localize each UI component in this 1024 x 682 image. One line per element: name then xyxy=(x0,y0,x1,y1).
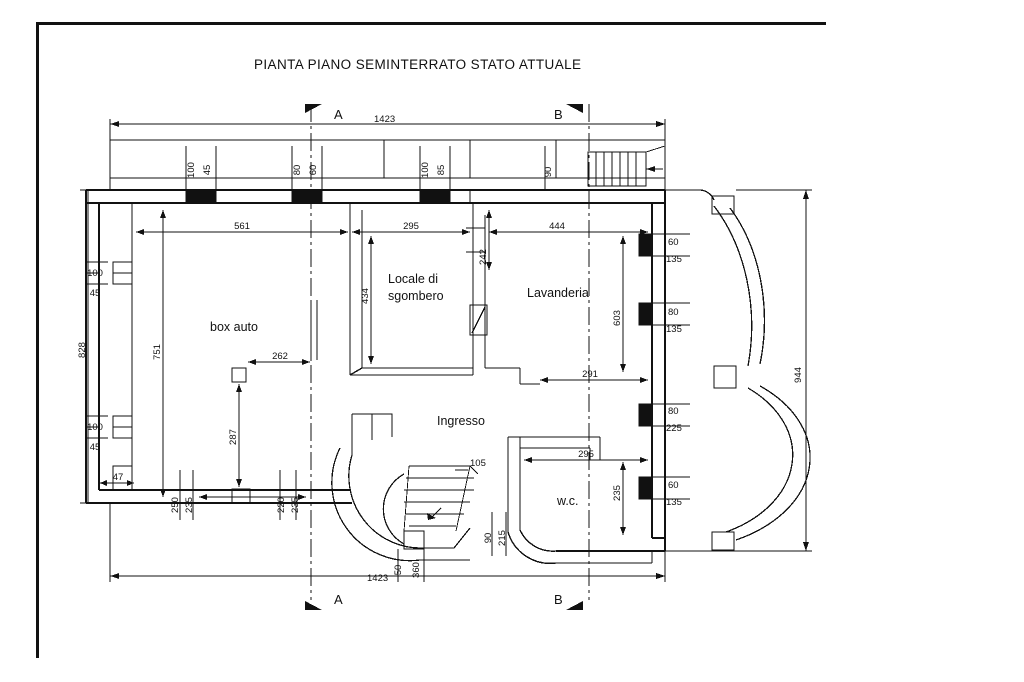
dim-287: 287 xyxy=(228,429,239,445)
dim-top-1: 100 xyxy=(186,162,197,178)
dim-right-4: 135 xyxy=(666,324,682,335)
dim-235a: 235 xyxy=(612,485,623,501)
dim-291: 291 xyxy=(582,369,598,380)
dim-242: 242 xyxy=(478,249,489,265)
dim-right-7: 60 xyxy=(668,480,679,491)
section-mark-b-bottom: B xyxy=(554,592,563,607)
dim-right-8: 135 xyxy=(666,497,682,508)
dim-434: 434 xyxy=(360,288,371,304)
dim-right-1: 60 xyxy=(668,237,679,248)
section-mark-a-top: A xyxy=(334,107,343,122)
dim-left-1: 100 xyxy=(87,268,103,279)
dim-left-2: 45 xyxy=(89,288,101,299)
dim-right-6: 225 xyxy=(666,423,682,434)
dim-right-overall: 944 xyxy=(793,367,804,383)
room-label-ingresso: Ingresso xyxy=(437,414,485,428)
dim-220: 220 xyxy=(276,497,287,513)
dim-left-3: 100 xyxy=(87,422,103,433)
dim-bottom-overall: 1423 xyxy=(367,573,389,584)
dim-right-2: 135 xyxy=(666,254,682,265)
dim-295a: 295 xyxy=(403,221,419,232)
dim-105: 105 xyxy=(470,458,486,469)
dim-left-5: 47 xyxy=(112,472,124,483)
dim-235c: 235 xyxy=(184,497,195,513)
dim-right-5: 80 xyxy=(668,406,679,417)
dim-top-3: 80 xyxy=(292,164,303,176)
dim-90: 90 xyxy=(483,532,494,544)
dim-295b: 295 xyxy=(578,449,594,460)
section-arrow-marks xyxy=(305,104,583,610)
interior-walls xyxy=(350,203,540,384)
dim-top-overall: 1423 xyxy=(374,114,396,125)
dim-561: 561 xyxy=(234,221,250,232)
dim-360: 360 xyxy=(411,562,422,578)
dim-top-6: 85 xyxy=(436,164,447,176)
section-mark-a-bottom: A xyxy=(334,592,343,607)
page-title: PIANTA PIANO SEMINTERRATO STATO ATTUALE xyxy=(254,57,582,72)
room-label-box-auto: box auto xyxy=(210,320,258,334)
dim-444: 444 xyxy=(549,221,565,232)
room-label-locale-sgombero-line1: Locale di xyxy=(388,272,439,286)
section-mark-b-top: B xyxy=(554,107,563,122)
spiral-staircase xyxy=(332,414,478,561)
dim-top-7: 90 xyxy=(543,166,554,178)
room-label-lavanderia: Lavanderia xyxy=(527,286,589,300)
top-stairs xyxy=(588,146,665,186)
dim-left-4: 45 xyxy=(89,442,101,453)
dim-top-4: 60 xyxy=(308,164,319,176)
dim-top-5: 100 xyxy=(420,162,431,178)
exterior-ramp xyxy=(665,190,810,551)
dim-right-3: 80 xyxy=(668,307,679,318)
room-label-wc: w.c. xyxy=(557,494,579,508)
dim-top-2: 45 xyxy=(202,164,213,176)
room-label-locale-sgombero-line2: sgombero xyxy=(388,289,444,303)
dim-751: 751 xyxy=(152,344,163,360)
dim-215: 215 xyxy=(497,530,508,546)
dim-50: 50 xyxy=(393,564,404,576)
dim-603: 603 xyxy=(612,310,623,326)
dim-262: 262 xyxy=(272,351,288,362)
dim-250: 250 xyxy=(170,497,181,513)
north-openings xyxy=(186,190,470,203)
dim-left-overall: 828 xyxy=(77,342,88,358)
dim-235b: 235 xyxy=(290,497,301,513)
